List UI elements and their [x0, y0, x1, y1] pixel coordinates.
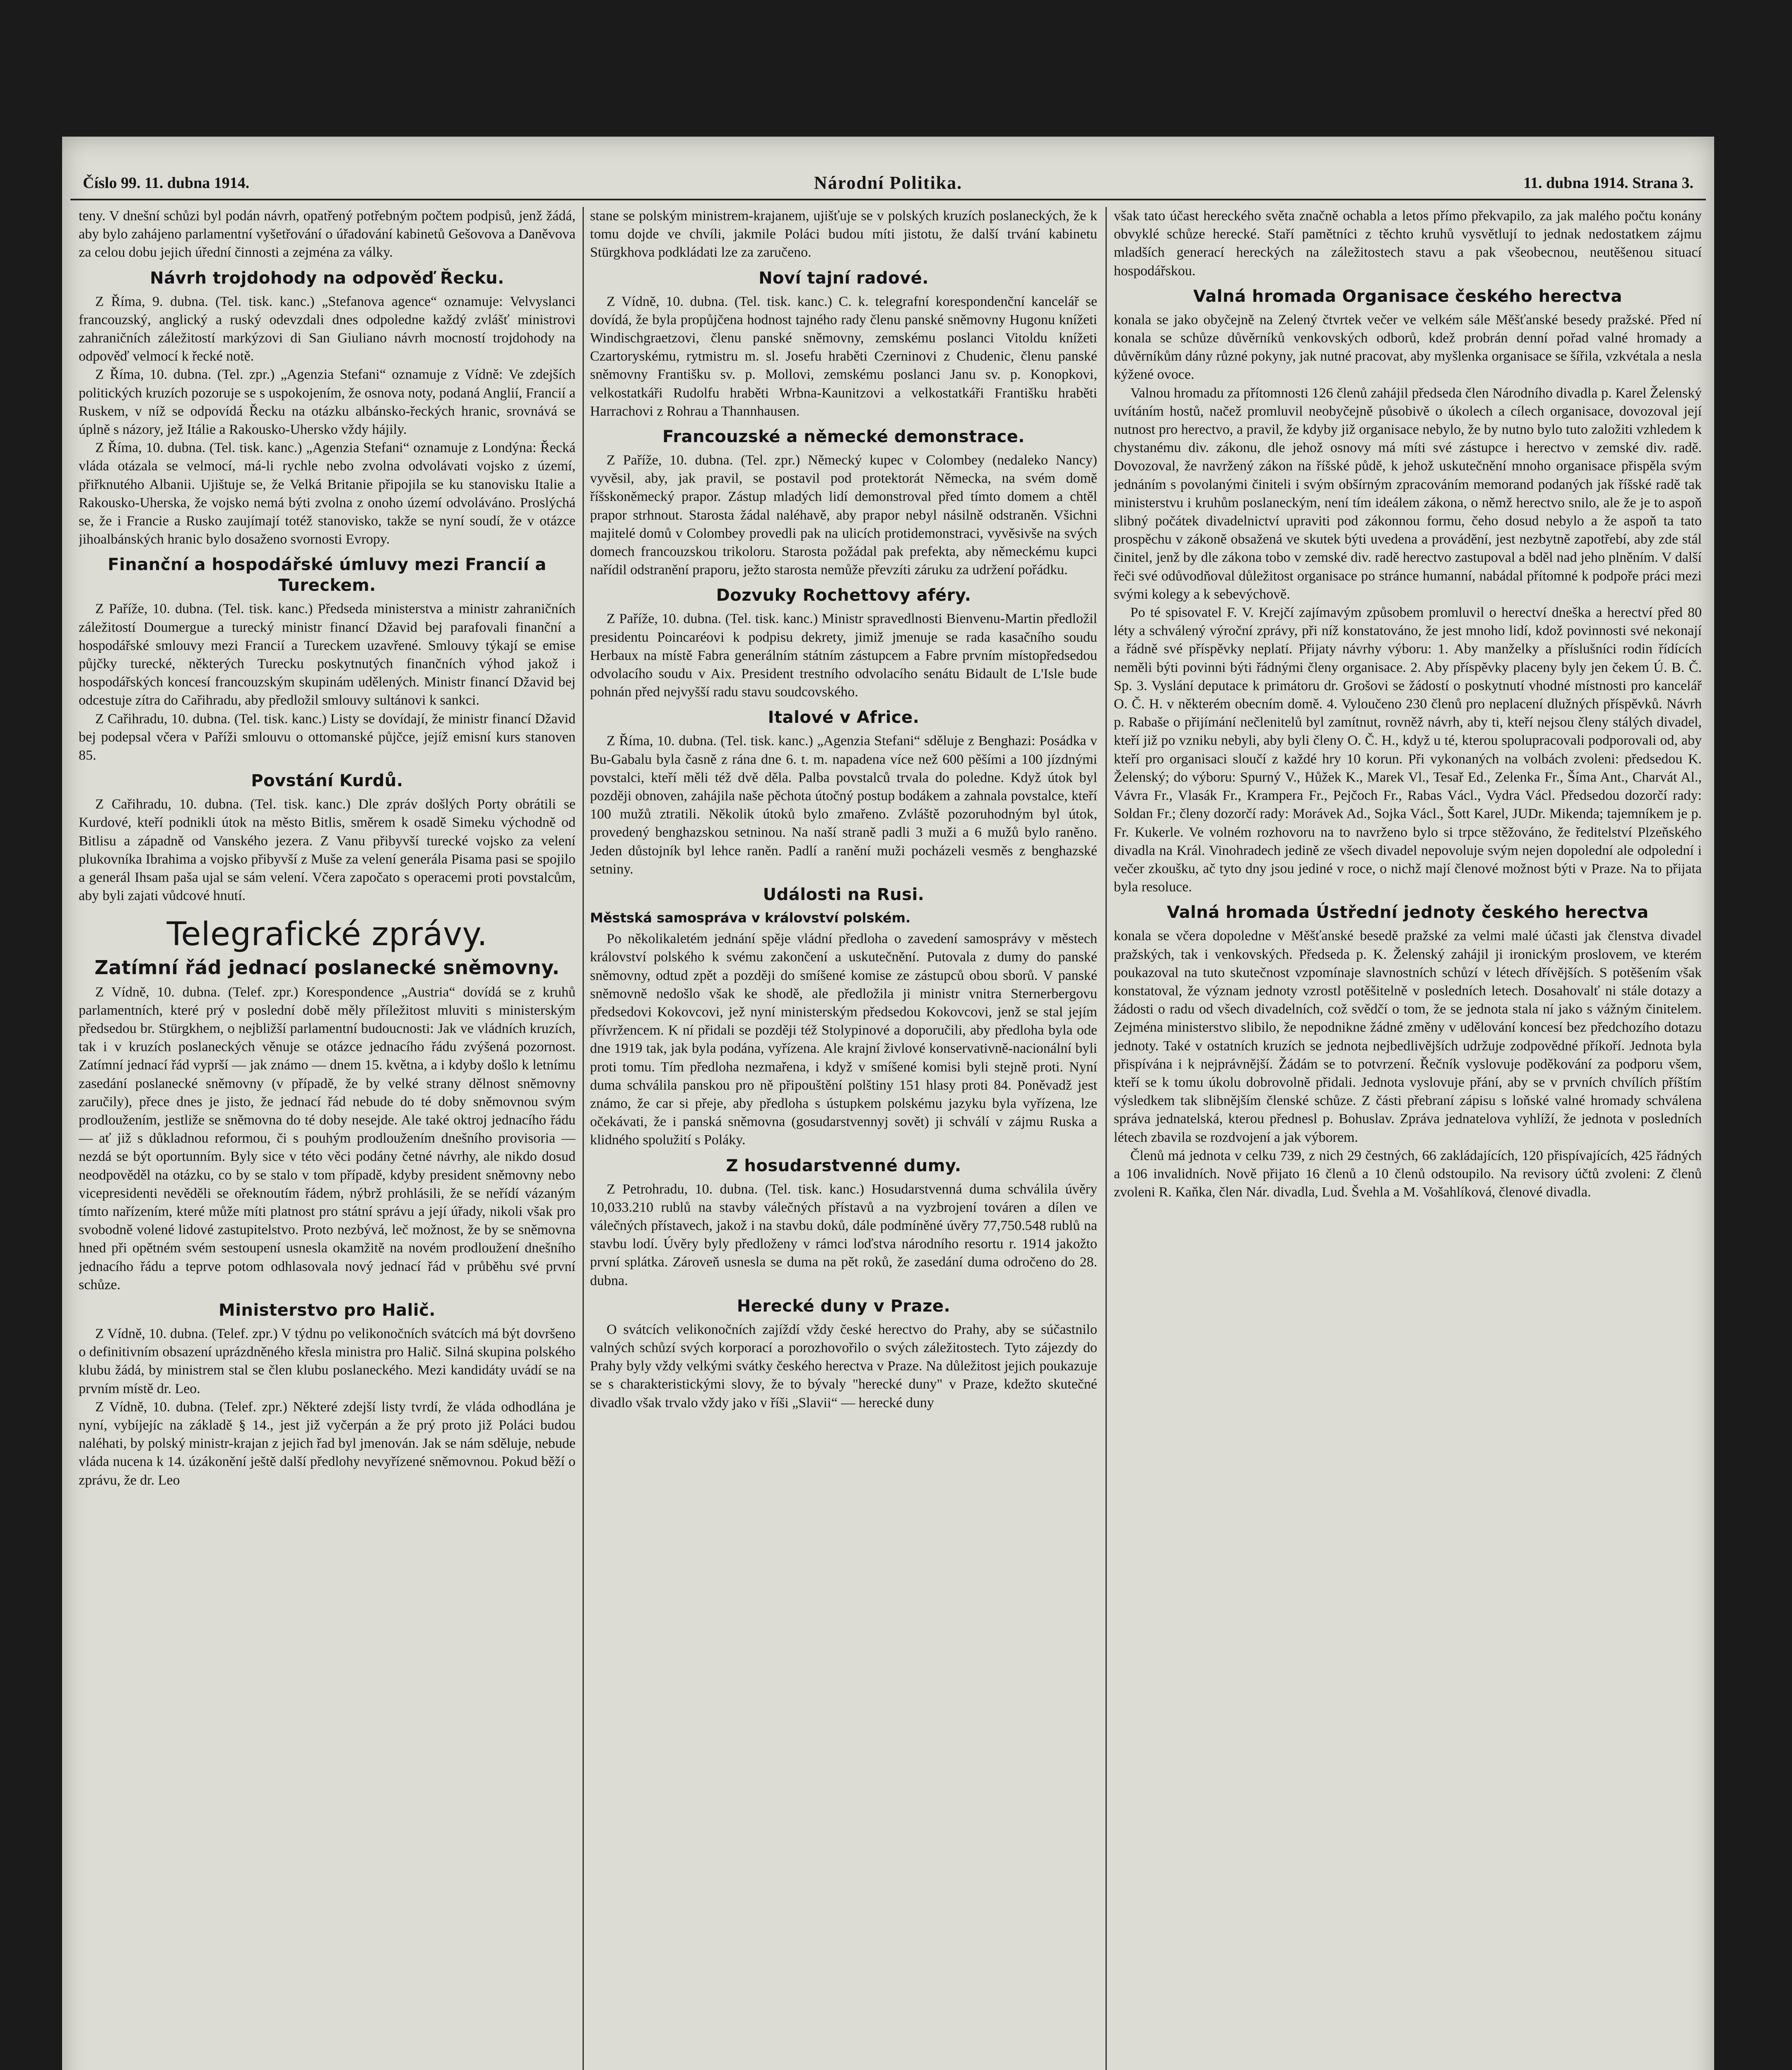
column-1 [79, 207, 576, 2070]
article-headline: Dozvuky Rochettovy aféry. [716, 586, 971, 605]
paragraph: Z Vídně, 10. dubna. (Telef. zpr.) Korespondence „Austria“ dovídá se z kruhů parlamentních, které prý v poslední době měly příležitost mluviti s ministerským předsedou br. Stürgkhem, o nejbližší parlamentní budoucnosti: Jak ve vládních kruzích, tak i v kruzích poslaneckých věnuje se otázce jednacího řádu zvýšená pozornost. Zatímní jednací řád vyprší — jak známo — dnem 15. května, a i kdyby došlo k letnímu zasedání poslanecké sněmovny (v případě, že by velké strany dělnost sněmovny zaručily), přece dnes je jisto, že jednací řád nebude do té doby sněmovnou svým prodloužením, jestliže se sněmovna do té doby nesejde. Ale také oktroj jednacího řádu — ať již s důkladnou reformou, či s pouhým prodloužením dnešního provisoria — nezdá se být oportunním. Byly sice v této věci podány četné návrhy, ale nikdo dosud neodpověděl na otázku, co by se stalo v tom případě, kdyby president sněmovny nebo vicepresidenti nevěděli se ořeknoutím řádem, nýbrž prohlásili, že se neřídí vázaným tímto nařízením, které může míti platnost pro státní správu a její úřady, nikoli však pro svobodně volené lidové zastupitelstvo. Proto nezbývá, leč možnost, že by se sněmovna hned při opětném svém sestoupení usnesla okamžitě na novém prodloužení dnešního jednacího řádu a teprve potom odhlasovala nový jednací řád v průběhu své první schůze. [79, 984, 576, 1293]
article-headline: Herecké duny v Praze. [737, 1296, 951, 1316]
article-headline: Z hosudarstvenné dumy. [726, 1156, 961, 1175]
paragraph: Po té spisovatel F. V. Krejčí zajímavým způsobem promluvil o herectví dneška a herectví před 80 léty a schválený výroční zprávy, při níž konstatováno, že jest mnoho lidí, kdož povinnosti své nekonají a řádně své příspěvky neplatí. Přijaty návrhy výboru: 1. Aby manželky a příslušníci rodin řídících neměli býti povinni býti řádnými členy organisace. 2. Aby příspěvky placeny byly jen čekem Ú. B. Č. Sp. 3. Vyslání deputace k primátoru dr. Grošovi se žádostí o poskytnutí vhodné místnosti pro kancelář O. Č. H. v některém obecním domě. 4. Vyloučeno 230 členů pro neplacení dlužných příspěvků. Návrh p. Rabaše o přijímání nečlenitelů byl zamítnut, rovněž návrh, aby ti, kteří nejsou členy stálých divadel, kteří již po vzniku nebyli, aby byli členy O. Č. H., když u té, kterou spolupracovali podporovali od, aby kteří pro organisaci sloučí z každé hry 10 korun. Při vykonaných na volbách zvoleni: předsedou K. Želenský; do výboru: Spurný V., Hůžek K., Marek Vl., Tesař Ed., Zelenka Fr., Šíma Ant., Charvát Al., Vávra Fr., Vlasák Fr., Krampera Fr., Pejčoch Fr., Rabas Václ., Vydra Václ. Předsedou dozorčí rady: Soldan Fr.; členy dozorčí rady: Morávek Ad., Sojka Václ., Šott Karel, JUDr. Mikenda; tajemníkem je p. Fr. Kukerle. Ve volném rozhovoru na to navrženo bylo si trpce stěžováno, že ředitelství Plzeňského divadla na Král. Vinohradech jedině ze všech divadel nepovoluje svým nejen dopolední ale odpolední i večer zkoušku, ač tyto dny jsou jediné v roce, o nichž mají členové možnost býti v Praze. Na to přijata byla resoluce. [1114, 605, 1702, 895]
paragraph: O svátcích velikonočních zajíždí vždy české herectvo do Prahy, aby se súčastnilo valných schůzí svých korporací a porozhovořilo o svých záležitostech. Tyto zájezdy do Prahy byly vždy velkými svátky českého herectva v Praze. Na důležitost jejich poukazuje se s charakteristickými slovy, že to bývaly "herecké duny" v Praze, kdežto skutečné divadlo však trvalo vždy jako v říši „Slavii“ — herecké duny [590, 1321, 1097, 1410]
article-headline: Valná hromada Ústřední jednoty českého herectva [1167, 903, 1649, 922]
column-2 [590, 207, 1097, 2070]
paragraph: Z Cařihradu, 10. dubna. (Tel. tisk. kanc.) Listy se dovídají, že ministr financí Džavid bej podepsal včera v Paříži smlouvu o ottomanské půjčce, jejíž emisní kurs stanoven 85. [79, 711, 576, 763]
paragraph: Z Říma, 10. dubna. (Tel. tisk. kanc.) „Agenzia Stefani“ sděluje z Benghazi: Posádka v Bu-Gabalu byla časně z rána dne 6. t. m. napadena více než 600 pěšími a 100 jízdnými povstalci, kteří měli též dvě děla. Palba povstalců trvala do poledne. Když útok byl později obnoven, zahájila naše pěchota útočný postup bodákem a zahnala povstalce, kteří 100 mužů ztratili. Několik útoků bylo zmařeno. Zvláště pozoruhodným byl útok, provedený benghazskou setninou. Na naší straně padli 3 muži a 6 mužů bylo raněno. Jeden důstojník byl lehce raněn. Padlí a ranění muži pocházeli vesměs z benghazské setniny. [590, 733, 1097, 877]
paragraph: teny. V dnešní schůzi byl podán návrh, opatřený potřebným počtem podpisů, jenž žádá, aby bylo zahájeno parlamentní vyšetřování o úřadování kabinetů Gešovova a Daněvova za celou dobu jejich úřední činnosti a zejména za války. [79, 208, 576, 260]
column-rule [583, 207, 584, 2070]
paragraph: Z Paříže, 10. dubna. (Tel. tisk. kanc.) Předseda ministerstva a ministr zahraničních záležitostí Doumergue a turecký ministr financí Džavid bej parafovali finanční a hospodářské smlouvy mezi Francií a Tureckem uzavřené. Smlouvy týkají se emise půjčky turecké, některých Turecku poskytnutých finančních výhod jakož i hospodářských koncesí francouzským skupinám udělených. Ministr financí Džavid bej odcestuje zítra do Cařihradu, aby předložil smlouvy sultánovi k sankci. [79, 601, 576, 708]
article-subheadline: Městská samospráva v království polském. [590, 910, 911, 926]
column-3 [1114, 207, 1702, 2070]
paragraph: Z Říma, 10. dubna. (Tel. zpr.) „Agenzia Stefani“ oznamuje z Vídně: Ve zdejších politických kruzích pozoruje se s uspokojením, že osnova noty, podaná Anglií, Francií a Ruskem, v níž se odpovídá Řecku na otázku albánsko-řeckých hranic, srovnává se úplně s názory, jež Itálie a Rakousko-Uhersko vždy hájily. [79, 367, 576, 438]
article-headline: Události na Rusi. [763, 885, 925, 905]
issue-date-left: Číslo 99. 11. dubna 1914. [83, 174, 250, 192]
paragraph: Z Cařihradu, 10. dubna. (Tel. tisk. kanc.) Dle zpráv došlých Porty obrátili se Kurdové, kteří podnikli útok na město Bitlis, směrem k osadě Simeku východně od Bitlisu a západně od Vanského jezera. Z Vanu přibyvší turecké vojsko za velení plukovníka Ibrahima a vojsko přibyvší z Muše za velení generála Pisama pasi se spojilo a generál Ihsam paša ujal se sám velení. Včera započato s operacemi proti povstalcům, aby byli zajati vůdcové hnutí. [79, 797, 576, 904]
paragraph: Z Říma, 9. dubna. (Tel. tisk. kanc.) „Stefanova agence“ oznamuje: Velvyslanci francouzský, anglický a ruský odevzdali dnes odpoledne každý zvlášť ministrovi zahraničních záležitostí markýzovi di San Giuliano návrh mocností trojdohody na odpověď velmocí k řecké notě. [79, 294, 576, 364]
paragraph: stane se polským ministrem-krajanem, ujišťuje se v polských kruzích poslaneckých, že k tomu dojde ve chvíli, jakmile Poláci budou míti jistotu, že další trvání kabinetu Stürgkhova podkládati lze za zaručeno. [590, 208, 1097, 260]
paragraph: Z Vídně, 10. dubna. (Tel. tisk. kanc.) C. k. telegrafní korespondenční kancelář se dovídá, že byla propůjčena hodnost tajného rady členu panské sněmovny Hugonu knížeti Windischgraetzovi, členu panské sněmovny, zemskému poslanci Vitoldu knížeti Czartoryskému, rytmistru m. sl. Josefu hraběti Czerninovi z Chudenic, členu panské sněmovny Františku sv. p. Mollovi, zemskému poslanci Janu sv. p. Konopkovi, velkostatkáři Rudolfu hraběti Wrbna-Kaunitzovi a velkostatkáři Františku hraběti Harrachovi z Rohrau a Thannhausen. [590, 294, 1097, 419]
paragraph: Z Petrohradu, 10. dubna. (Tel. tisk. kanc.) Hosudarstvenná duma schválila úvěry 10,033.210 rublů na stavby válečných přístavů a na vyzbrojení továren a dílen ve válečných přístavech, jakož i na stavbu doků, dále podmíněné úvěry 77,750.548 rublů na stavbu lodí. Úvěry byly předloženy v rámci loďstva národního resortu r. 1914 jakožto první splátka. Zároveň usnesla se duma na pět roků, že zasedání duma odročeno do 28. dubna. [590, 1181, 1097, 1288]
newspaper-page [62, 137, 1714, 2070]
paragraph: Členů má jednota v celku 739, z nich 29 čestných, 66 zakládajících, 120 přispívajících, 425 řádných a 106 invalidních. Nově přijato 16 členů a 10 členů odstoupilo. Na revisory účtů zvoleni: Z členů zvoleni R. Kaňka, člen Nár. divadla, Lud. Švehla a M. Vošahlíková, členové divadla. [1114, 1148, 1702, 1200]
article-headline: Italové v Africe. [768, 708, 920, 727]
paragraph: Z Paříže, 10. dubna. (Tel. zpr.) Německý kupec v Colombey (nedaleko Nancy) vyvěsil, aby, jak pravil, se postavil pod protektorát Německa, na svém domě říšskoněmecký prapor. Zástup mladých lidí demonstroval před tímto domem a chtěl prapor strhnout. Starosta žádal naléhavě, aby prapor nebyl násilně odstraněn. Všichni majitelé domů v Colombey provedli pak na ulicích protidemonstraci, vyvěsivše na svých domech francouzskou trikoloru. Starosta požádal pak prefekta, aby německému kupci nařídil odstranění praporu, ježto starosta nemůže převzíti záruku za udržení pořádku. [590, 453, 1097, 578]
page-header [70, 170, 1706, 200]
paragraph: Valnou hromadu za přítomnosti 126 členů zahájil předseda člen Národního divadla p. Karel Želenský uvítáním hostů, načež promluvil neobyčejně působivě o úkolech a cílech organisace, dovozoval její nutnost pro herectvo, a pravil, že kdyby již organisace nebylo, že by nutno bylo tuto založiti vzhledem k chystanému div. zákonu, dle jehož osnovy má míti své zástupce i herectvo v zemské div. radě. Dovozoval, že navržený zákon na říšské půdě, k jehož uskutečnění mnoho organisace přispěla svým jednáním s povolanými činiteli i svým obšírným zpracováním memorand podaných jak říšské radě tak ministerstvu i kruhům poslaneckým, není tím ideálem zákona, o němž herectvo snilo, ale že je to aspoň slibný počátek divadelnictví upraviti pod zákonnou formu, čeho dosud nebylo a že aspoň ta tato prospěchu v zákoně obsažená ve skutek býti uvedena a provádění, jest nezbytně zapotřebí, aby zde stál činitel, jenž by dle zákona tobo v zemské div. radě herectvo zastupoval a bděl nad jeho plněním. V další řeči své odůvodňoval důležitost organisace po stránce humanní, nabádal přítomné k podpoře práci mezi svými kolegy a k sebevýchově. [1114, 385, 1702, 602]
paragraph: Z Vídně, 10. dubna. (Telef. zpr.) Některé zdejší listy tvrdí, že vláda odhodlána je nyní, vybíjejíc na základě § 14., jest již vyčerpán a že prý proto již Poláci budou naléhati, by polský ministr-krajan z jejich řad byl jmenován. Jak se nám sděluje, nebude vláda nucena k 14. úzákonění ještě další předlohy nevyřízené sněmovnou. Pokud běží o zprávu, že dr. Leo [79, 1399, 576, 1488]
masthead: Národní Politika. [814, 173, 963, 193]
issue-date-right: 11. dubna 1914. Strana 3. [1523, 174, 1693, 192]
paragraph: konala se včera dopoledne v Měšťanské besedě pražské za velmi malé účasti jak členstva divadel pražských, tak i venkovských. Předseda p. K. Želenský zahájil ji ironickým proslovem, ve kterém poukazoval na tuto skutečnost vzpomínaje slavnostních schůzí v létech dřívějších. S potěšením však konstatoval, že význam jednoty vzrostl potěšitelně v posledních letech. Dosahovalť ni stále dotazy a žádosti o radu od všech divadelních, což svědčí o tom, že se jednota stala ní jako s vážným činitelem. Zejména ministerstvo slibilo, že nepodnikne žádné změny v udělování koncesí bez předchozího dotazu jednoty. Také v ostatních kruzích se jednota nejbedlivějších udržuje zodpovědné příkoří. Jednota byla přispívána i k nejprávnější. Žádám se to potvrzení. Řečník vyslovuje poděkování za podporu všem, kteří se k tomu úkolu dobrovolně přidali. Jednota vyslovuje přání, aby se v prvních chvílích příštím výsledkem tak slibnějším členské schůze. Z části přebraní zápisu s loňské valné hromady schválena správa jednatelská, kterou přednesl p. Bohuslav. Zpráva jednatelova vyhlíží, že jednota v posledních létech zbavila se rozdvojení a jak výborem. [1114, 928, 1702, 1145]
article-headline: Noví tajní radové. [759, 268, 929, 288]
paragraph: Z Říma, 10. dubna. (Tel. tisk. kanc.) „Agenzia Stefani“ oznamuje z Londýna: Řecká vláda otázala se velmocí, má-li rychle nebo zvolna odvolávati vojsko z území, přiřknutého Albanii. Ujištuje se, že Velká Britanie připojila se ku stanovisku Italie a Rakousko-Uherska, že vojsko nemá býti zvolna z onoho území odvoláváno. Proslýchá se, že i Francie a Rusko zaujímají totéž stanovisko, takže se nyní soudí, že v otázce jihoalbánských hranic bylo dosaženo svornosti Evropy. [79, 440, 576, 547]
paragraph: Z Vídně, 10. dubna. (Telef. zpr.) V týdnu po velikonočních svátcích má být dovršeno o definitivním obsazení uprázdněného křesla ministra pro Halič. Silná skupina polského klubu žádá, by ministrem stal se člen klubu poslaneckého. Mezi kandidáty uvádí se na prvním místě dr. Leo. [79, 1326, 576, 1396]
paragraph: však tato účast hereckého světa značně ochabla a letos přímo překvapilo, za jak malého počtu konány obvyklé schůze herecké. Staří pamětníci z těchto kruhů vysvětlují to jednak nedostatkem zájmu mladších generací hereckých na záležitostech stavu a pak všeobecnou, neutěšenou situací hospodářskou. [1114, 208, 1702, 279]
article-headline: Ministerstvo pro Halič. [219, 1300, 436, 1320]
article-headline: Povstání Kurdů. [251, 771, 403, 791]
section-title: Telegrafické zprávy. [166, 915, 488, 953]
paragraph: konala se jako obyčejně na Zelený čtvrtek večer ve velkém sále Měšťanské besedy pražské. Před ní konala se schůze důvěrníků venkovských odborů, kdež probrán denní pořad valné hromady a důvěrníkům dány různé pokyny, jak nutné pracovat, aby myšlenka organisace se šířila, vzkvétala a nesla kýžené ovoce. [1114, 312, 1702, 383]
article-headline: Zatímní řád jednací poslanecké sněmovny. [94, 956, 560, 979]
column-rule [1106, 207, 1107, 2070]
article-headline: Francouzské a německé demonstrace. [662, 427, 1025, 447]
paragraph: Po několikaletém jednání spěje vládní předloha o zavedení samosprávy v městech království polského k svému zakončení a uskutečnění. Putovala z dumy do panské sněmovny, odtud zpět a později do smíšené komise ze zástupců obou sborů. V panské sněmovně nedošlo však ke shodě, ale předložila ji ministr vnitra Sternerbergovu předsedovi Kokovcovi, jež nyní ministerským předsedou Kokovcovi, jenž se stal jejím přívržencem. K ní přidali se později též Stolypinové a doporučili, aby předloha byla ode dne 1919 tak, jak byla podána, vyřízena. Ale krajní živlové konservativně-nacionální byli proti tomu. Tím předloha nezmařena, i když v smíšené komisi byli stejně proti. Nyní duma schválila panskou pro ně připouštění polštiny 151 hlasy proti 84. Poněvadž jest známo, že car si přeje, aby předloha s ústupkem polskému jazyku byla vyřízena, lze očekávati, že i panská sněmovna (gosudarstvennyj sovět) ji schválí v zájmu Ruska a klidného spolužití s Poláky. [590, 931, 1097, 1148]
article-headline: Valná hromada Organisace českého herectva [1193, 286, 1622, 306]
paragraph: Z Paříže, 10. dubna. (Tel. tisk. kanc.) Ministr spravedlnosti Bienvenu-Martin předložil presidentu Poincaréovi k podpisu dekrety, jimiž jmenuje se rada kasačního soudu Herbaux na místě Fabra generálním státním zástupcem a Fabre prvním místopředsedou odvolacího soudu v Aix. President trestního odvolacího senátu Bidault de L'Isle bude pohnán před nejvyšší radu stavu soudcovského. [590, 611, 1097, 700]
article-headline: Finanční a hospodářské úmluvy mezi Francií a Tureckem. [108, 555, 547, 595]
article-headline: Návrh trojdohody na odpověď Řecku. [150, 268, 504, 288]
